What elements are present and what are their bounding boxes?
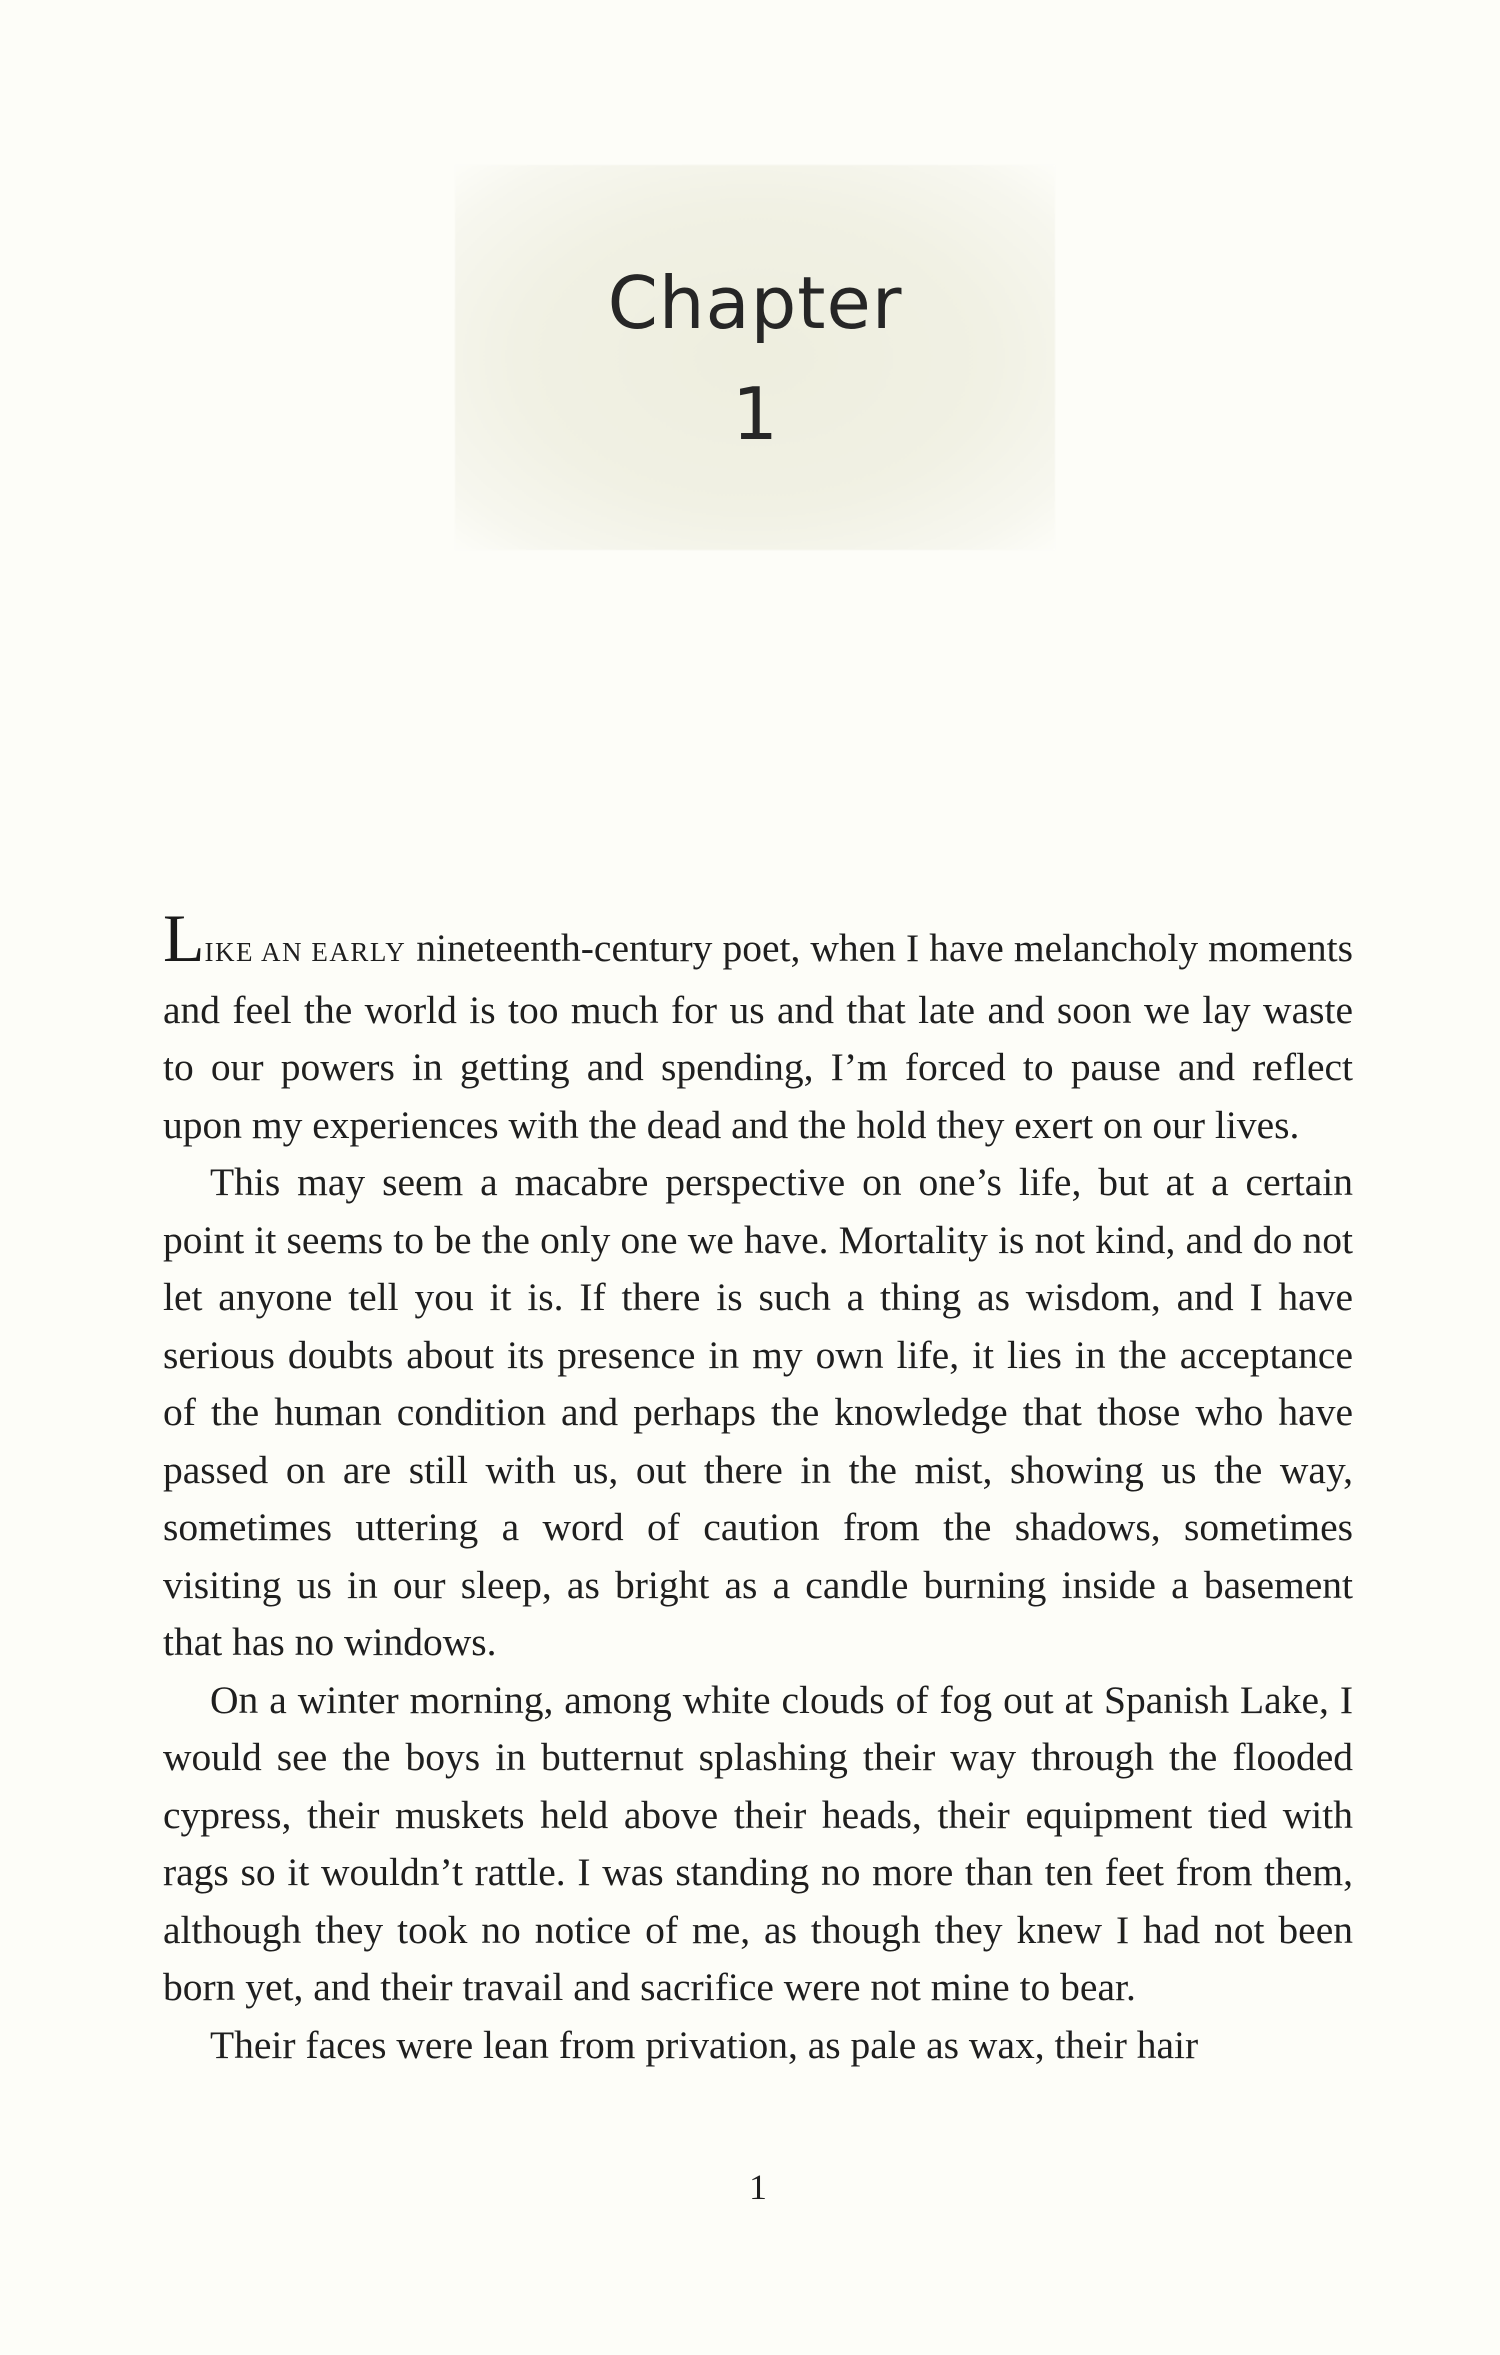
chapter-title: Chapter (607, 261, 903, 345)
opening-paragraph-text: nineteenth-century poet, when I have melancholy moments and feel the world is too much for us and that late and soon we lay waste to our powers in getting and spending, I’m forced to pause and reflect upon my experiences with the dead and the hold they exert on our lives. (163, 926, 1353, 1147)
opening-paragraph (163, 900, 1353, 1154)
small-caps-lead: IKE AN EARLY (204, 937, 407, 967)
drop-cap: L (163, 900, 205, 976)
paragraph: Their faces were lean from privation, as pale as wax, their hair (210, 2022, 1199, 2067)
body-text (163, 900, 1353, 2074)
paragraph: On a winter morning, among white clouds of fog out at Spanish Lake, I would see the boys in butternut splashing their way through the flooded cypress, their muskets held above their heads, their equipment tied with rags so it wouldn’t rattle. I was standing no more than ten feet from them, although they took no notice of me, as though they knew I had not been born yet, and their travail and sacrifice were not mine to bear. (163, 1677, 1353, 2009)
paragraph: This may seem a macabre perspective on one’s life, but at a certain point it seems to be the only one we have. Mortality is not kind, and do not let anyone tell you it is. If there is such a thing as wisdom, and I have serious doubts about its presence in my own life, it lies in the acceptance of the human condition and perhaps the knowledge that those who have passed on are still with us, out there in the mist, showing us the way, sometimes uttering a word of caution from the shadows, sometimes visiting us in our sleep, as bright as a candle burning inside a basement that has no windows. (163, 1160, 1353, 1664)
chapter-number: 1 (732, 372, 778, 456)
page-number: 1 (749, 2167, 767, 2207)
chapter-heading-background (455, 165, 1055, 550)
